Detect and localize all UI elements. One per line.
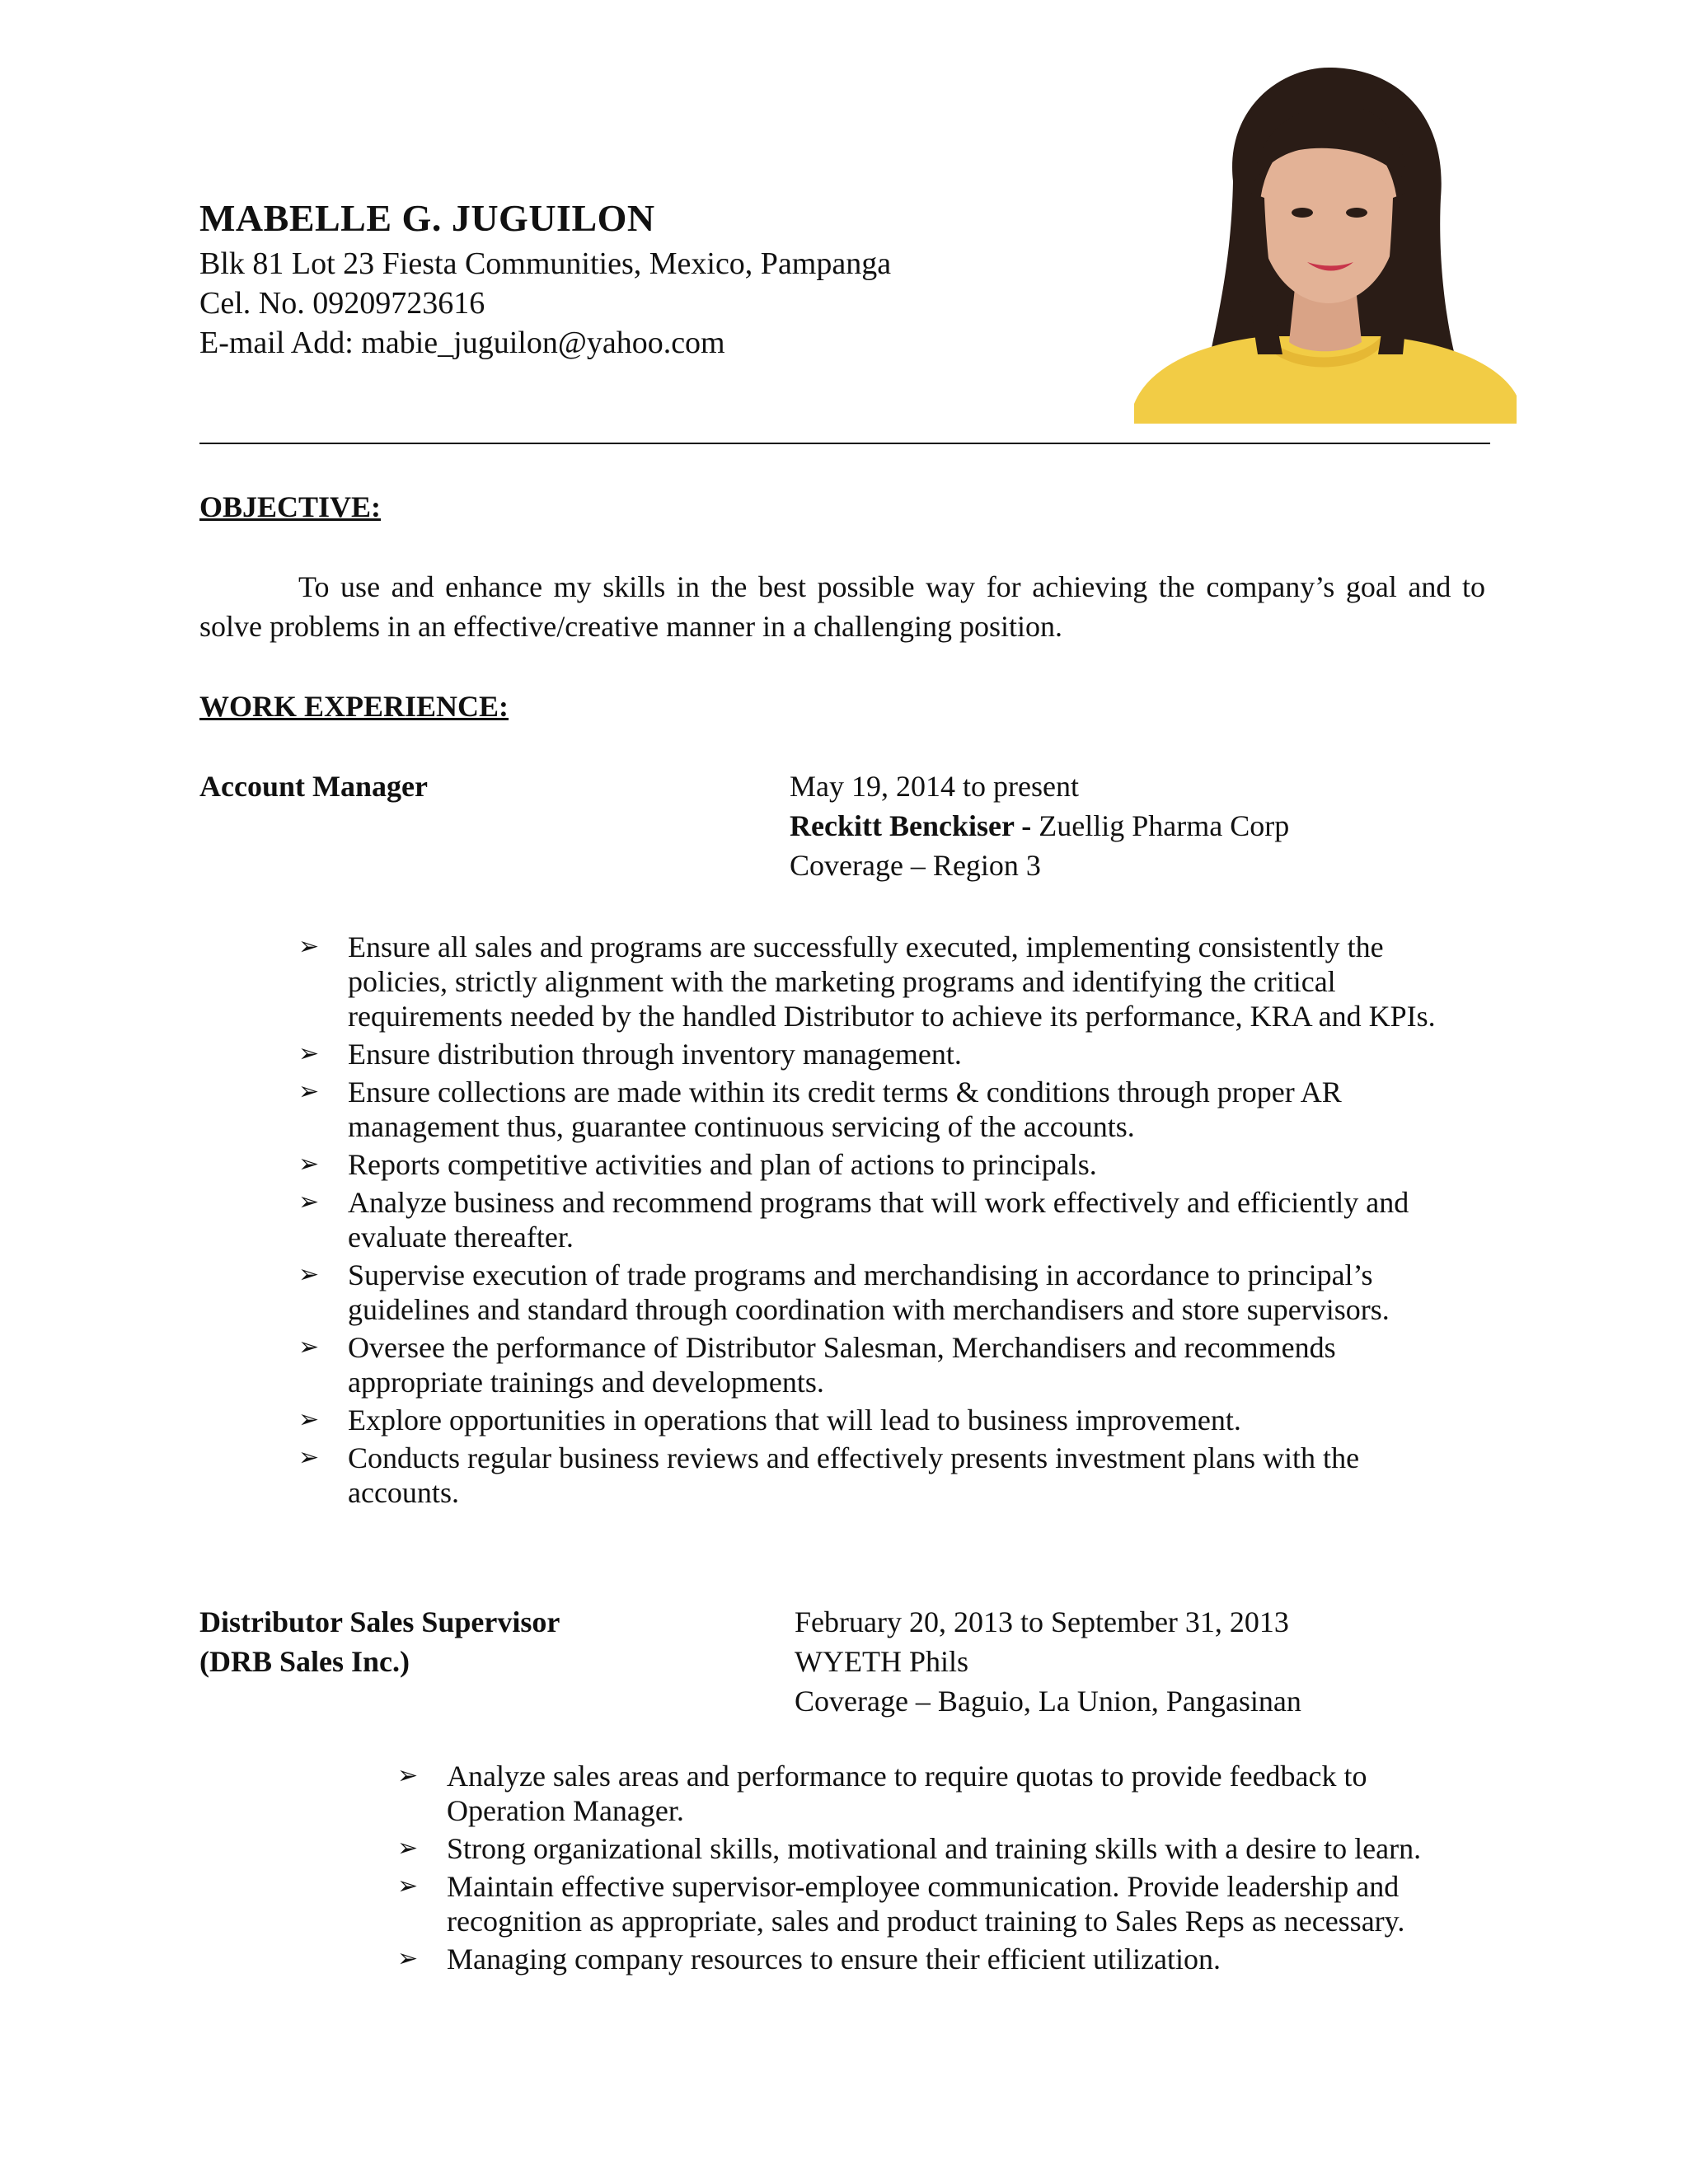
list-item-text: Managing company resources to ensure their efficient utilization.: [447, 1943, 1221, 1975]
bullet-arrow-icon: ➢: [397, 1872, 419, 1900]
list-item: [397, 1759, 1469, 1828]
candidate-name: MABELLE G. JUGUILON: [199, 197, 655, 239]
list-item-text: Ensure collections are made within its credit terms & conditions through proper AR management thus, guarantee continuous servicing of the accounts.: [348, 1076, 1342, 1143]
objective-heading: OBJECTIVE:: [199, 490, 382, 523]
job-title-block: [199, 1602, 560, 1681]
job-details: [790, 766, 1289, 885]
list-item-text: Explore opportunities in operations that will lead to business improvement.: [348, 1404, 1241, 1436]
list-item: [298, 1441, 1469, 1510]
list-item: [397, 1942, 1469, 1976]
list-item-text: Ensure all sales and programs are successfully executed, implementing consistently the policies, strictly alignment with the marketing programs and identifying the critical requirements needed by the handled Distributor to achieve its performance, KRA and KPIs.: [348, 930, 1436, 1033]
job-employer: (DRB Sales Inc.): [199, 1645, 410, 1678]
job-coverage: Coverage – Baguio, La Union, Pangasinan: [795, 1685, 1301, 1718]
list-item: [298, 1037, 1469, 1071]
list-item: [298, 1147, 1469, 1182]
list-item-text: Ensure distribution through inventory management.: [348, 1038, 962, 1071]
bullet-arrow-icon: ➢: [298, 1443, 320, 1472]
list-item-text: Conducts regular business reviews and effectively presents investment plans with the accounts.: [348, 1441, 1360, 1509]
list-item: [397, 1869, 1469, 1938]
job-dates: May 19, 2014 to present: [790, 770, 1079, 803]
email-line: E-mail Add: mabie_juguilon@yahoo.com: [199, 326, 725, 360]
job-company-rest: Zuellig Pharma Corp: [1031, 809, 1290, 842]
bullet-arrow-icon: ➢: [298, 1405, 320, 1434]
bullet-arrow-icon: ➢: [298, 1077, 320, 1106]
job-company: WYETH Phils: [795, 1645, 968, 1678]
bullet-arrow-icon: ➢: [298, 1333, 320, 1361]
bullet-arrow-icon: ➢: [298, 1188, 320, 1216]
job-responsibilities-list: [298, 930, 1469, 1513]
list-item-text: Supervise execution of trade programs and merchandising in accordance to principal’s guidelines and standard through coordination with merchandisers and store supervisors.: [348, 1258, 1390, 1326]
list-item: [298, 1403, 1469, 1437]
list-item: [298, 930, 1469, 1033]
list-item: [298, 1330, 1469, 1399]
list-item: [397, 1831, 1469, 1866]
bullet-arrow-icon: ➢: [298, 932, 320, 961]
bullet-arrow-icon: ➢: [397, 1761, 419, 1790]
list-item-text: Oversee the performance of Distributor Salesman, Merchandisers and recommends appropriate trainings and developments.: [348, 1331, 1336, 1399]
list-item-text: Strong organizational skills, motivational and training skills with a desire to learn.: [447, 1832, 1422, 1865]
phone-line: Cel. No. 09209723616: [199, 286, 485, 321]
bullet-arrow-icon: ➢: [397, 1834, 419, 1863]
job-title: Account Manager: [199, 770, 428, 803]
work-experience-heading: WORK EXPERIENCE:: [199, 690, 509, 723]
address-line: Blk 81 Lot 23 Fiesta Communities, Mexico, Pampanga: [199, 246, 892, 281]
header-divider: [199, 443, 1490, 444]
list-item: [298, 1075, 1469, 1144]
list-item-text: Analyze business and recommend programs that will work effectively and efficiently and evaluate thereafter.: [348, 1186, 1409, 1254]
bullet-arrow-icon: ➢: [397, 1944, 419, 1973]
list-item-text: Reports competitive activities and plan of actions to principals.: [348, 1148, 1097, 1181]
job-company-bold: Reckitt Benckiser -: [790, 809, 1032, 842]
job-company: [790, 806, 1289, 846]
list-item-text: Maintain effective supervisor-employee communication. Provide leadership and recognition as appropriate, sales and product training to Sales Reps as necessary.: [447, 1870, 1405, 1938]
objective-text: To use and enhance my skills in the best possible way for achieving the company’s goal and to solve problems in an effective/creative manner in a challenging position.: [199, 570, 1485, 643]
bullet-arrow-icon: ➢: [298, 1039, 320, 1068]
profile-photo: [1134, 58, 1517, 424]
list-item: [298, 1258, 1469, 1327]
list-item: [298, 1185, 1469, 1254]
bullet-arrow-icon: ➢: [298, 1150, 320, 1179]
job-title: Distributor Sales Supervisor: [199, 1605, 560, 1638]
job-dates: February 20, 2013 to September 31, 2013: [795, 1605, 1289, 1638]
bullet-arrow-icon: ➢: [298, 1260, 320, 1289]
job-coverage: Coverage – Region 3: [790, 849, 1041, 882]
list-item-text: Analyze sales areas and performance to require quotas to provide feedback to Operation Manager.: [447, 1760, 1367, 1827]
job-details: [795, 1602, 1301, 1721]
job-responsibilities-list: [397, 1759, 1469, 1980]
